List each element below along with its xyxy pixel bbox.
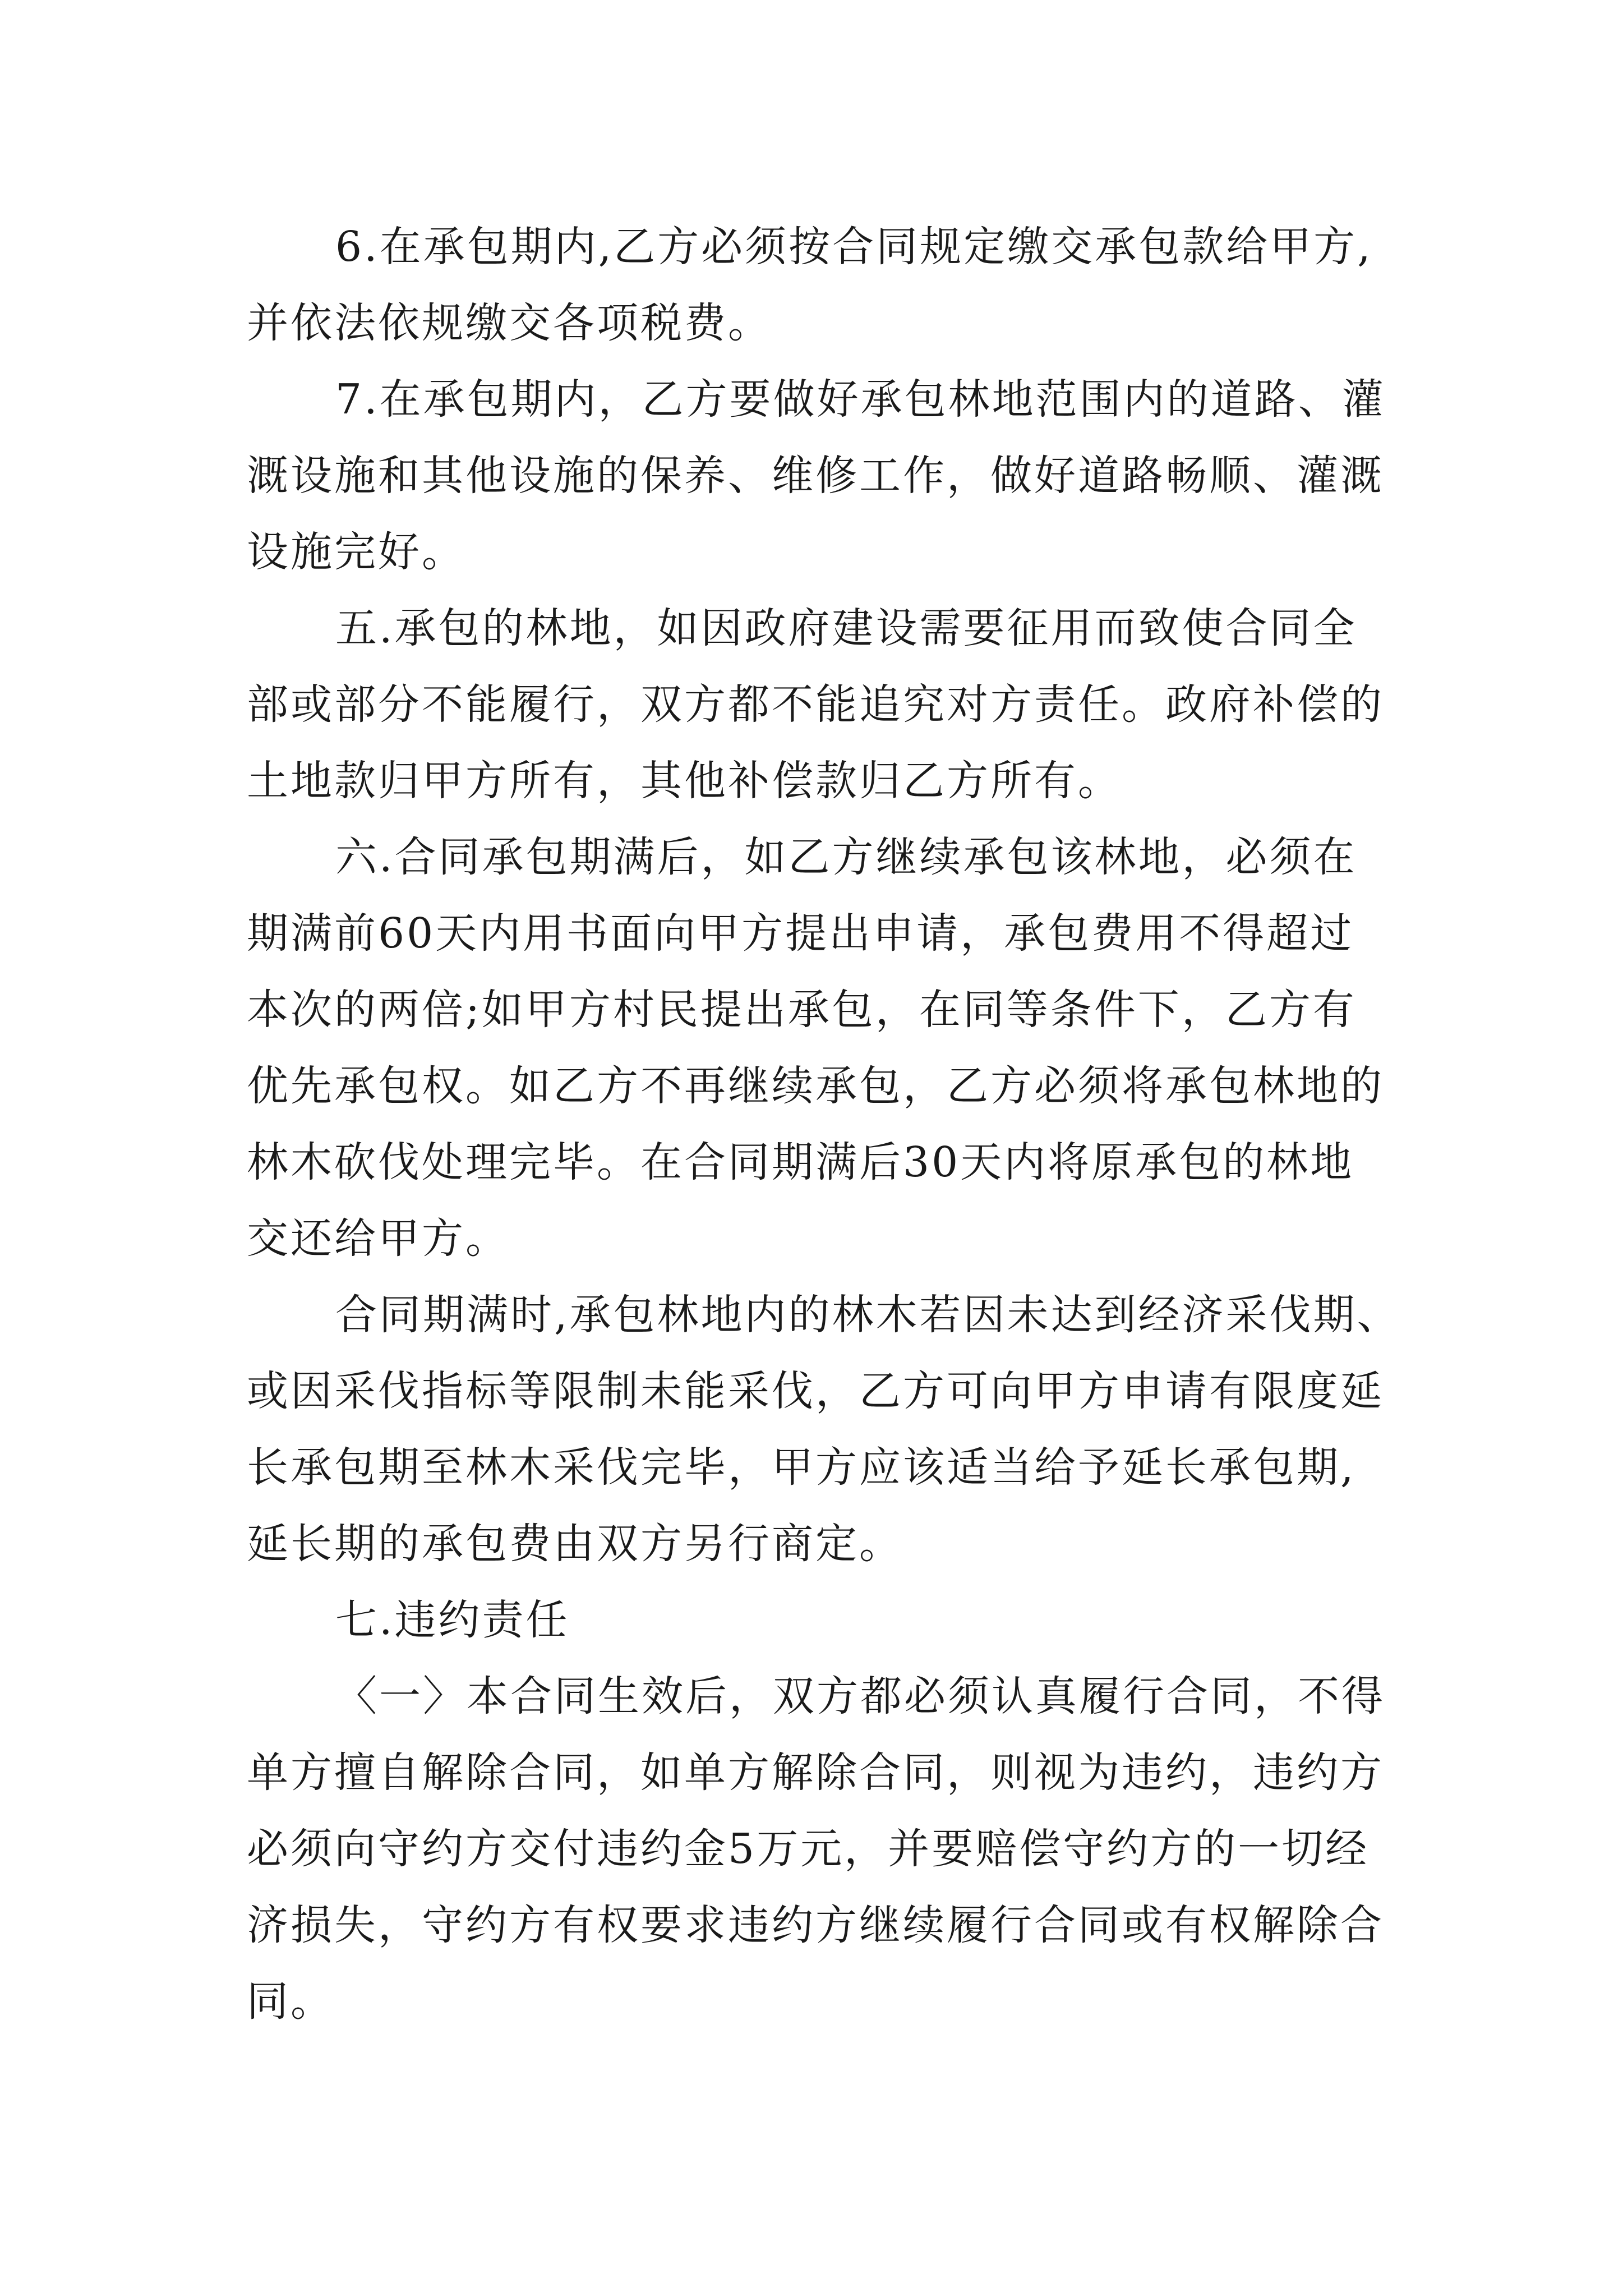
section-5-line-1: 五.承包的林地，如因政府建设需要征用而致使合同全 [335,604,1357,652]
clause-1-line-5: 同。 [247,1977,334,2026]
paragraph-7-line-1: 7.在承包期内，乙方要做好承包林地范围内的道路、灌 [335,375,1386,424]
section-7-heading: 七.违约责任 [335,1596,570,1644]
clause-1-line-2: 单方擅自解除合同，如单方解除合同，则视为违约，违约方 [247,1749,1384,1797]
paragraph-6-line-1: 6.在承包期内,乙方必须按合同规定缴交承包款给甲方, [335,223,1373,271]
section-5-line-3: 土地款归甲方所有，其他补偿款归乙方所有。 [247,757,1122,805]
clause-1-line-4: 济损失，守约方有权要求违约方继续履行合同或有权解除合 [247,1901,1384,1949]
section-6-line-5: 林木砍伐处理完毕。在合同期满后30天内将原承包的林地 [247,1138,1354,1186]
paragraph-7-line-3: 设施完好。 [247,528,465,576]
section-6-line-2: 期满前60天内用书面向甲方提出申请，承包费用不得超过 [247,909,1354,958]
clause-1-line-3: 必须向守约方交付违约金5万元，并要赔偿守约方的一切经 [247,1825,1370,1873]
clause-1-line-1: 〈一〉本合同生效后，双方都必须认真履行合同，不得 [335,1672,1385,1720]
expiry-paragraph-line-3: 长承包期至林木采伐完毕，甲方应该适当给予延长承包期, [247,1443,1356,1492]
paragraph-7-line-2: 溉设施和其他设施的保养、维修工作，做好道路畅顺、灌溉 [247,452,1384,500]
section-6-line-6: 交还给甲方。 [247,1214,509,1263]
section-6-line-4: 优先承包权。如乙方不再继续承包，乙方必须将承包林地的 [247,1062,1384,1110]
paragraph-6-line-2: 并依法依规缴交各项税费。 [247,299,772,347]
expiry-paragraph-line-4: 延长期的承包费由双方另行商定。 [247,1520,903,1568]
expiry-paragraph-line-2: 或因采伐指标等限制未能采伐，乙方可向甲方申请有限度延 [247,1367,1384,1415]
section-6-line-3: 本次的两倍;如甲方村民提出承包，在同等条件下，乙方有 [247,986,1357,1034]
expiry-paragraph-line-1: 合同期满时,承包林地内的林木若因未达到经济采伐期、 [335,1291,1401,1339]
section-5-line-2: 部或部分不能履行，双方都不能追究对方责任。政府补偿的 [247,680,1384,729]
section-6-line-1: 六.合同承包期满后，如乙方继续承包该林地，必须在 [335,833,1357,881]
